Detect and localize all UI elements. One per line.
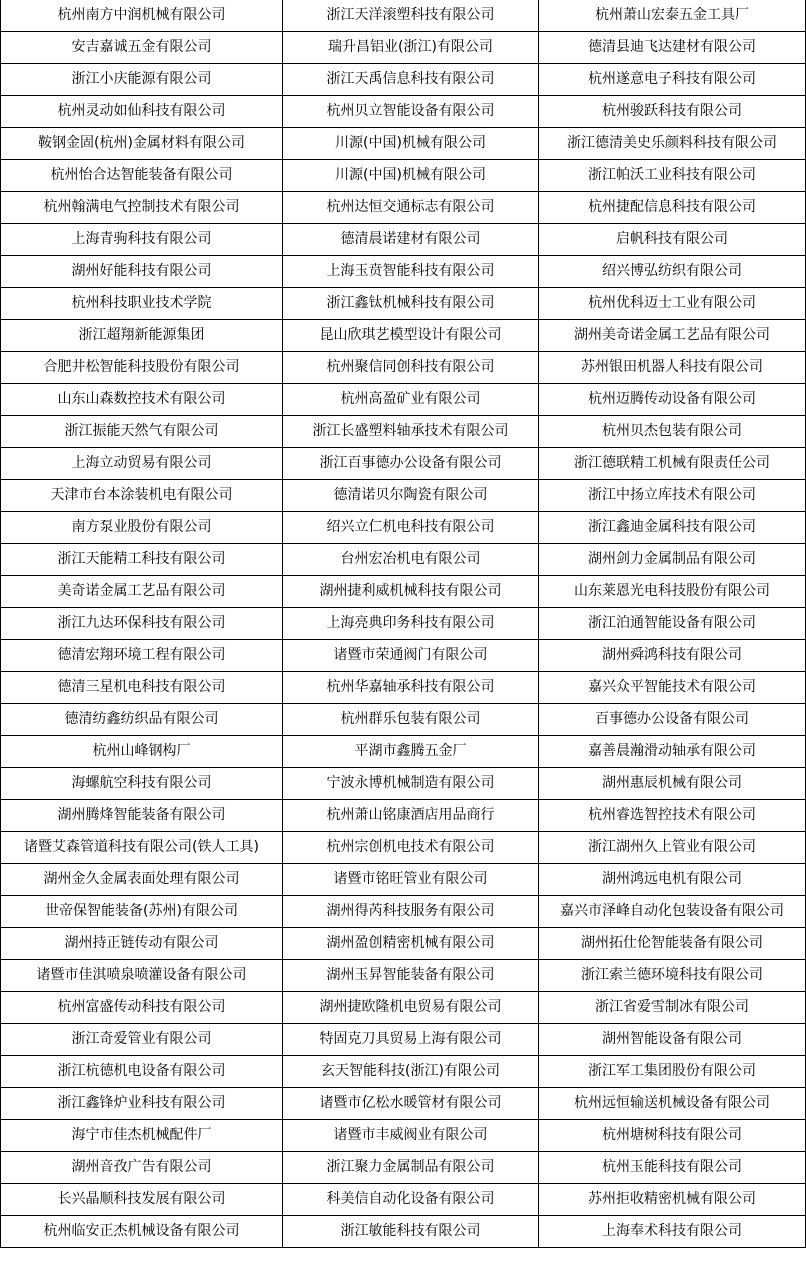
table-row: [1, 736, 806, 768]
company-name-cell: 美奇诺金属工艺品有限公司: [1, 576, 283, 608]
company-name-cell: 湖州智能设备有限公司: [539, 1024, 806, 1056]
table-row: [1, 512, 806, 544]
company-name-cell: 上海立动贸易有限公司: [1, 448, 283, 480]
company-name-cell: 浙江九达环保科技有限公司: [1, 608, 283, 640]
table-row: [1, 640, 806, 672]
company-name-cell: 嘉兴众平智能技术有限公司: [539, 672, 806, 704]
company-name-cell: 川源(中国)机械有限公司: [283, 128, 539, 160]
table-row: [1, 704, 806, 736]
company-name-cell: 浙江军工集团股份有限公司: [539, 1056, 806, 1088]
company-name-cell: 嘉兴市泽峰自动化包装设备有限公司: [539, 896, 806, 928]
company-name-cell: 浙江鑫钛机械科技有限公司: [283, 288, 539, 320]
company-name-cell: 杭州宗创机电技术有限公司: [283, 832, 539, 864]
company-name-cell: 杭州优科迈士工业有限公司: [539, 288, 806, 320]
table-row: [1, 64, 806, 96]
company-name-cell: 杭州萧山宏泰五金工具厂: [539, 0, 806, 32]
company-name-cell: 世帝保智能装备(苏州)有限公司: [1, 896, 283, 928]
company-name-cell: 平湖市鑫腾五金厂: [283, 736, 539, 768]
company-name-cell: 湖州拓仕伦智能装备有限公司: [539, 928, 806, 960]
company-name-cell: 湖州金久金属表面处理有限公司: [1, 864, 283, 896]
company-name-cell: 海宁市佳杰机械配件厂: [1, 1120, 283, 1152]
table-row: [1, 960, 806, 992]
company-name-cell: 杭州高盈矿业有限公司: [283, 384, 539, 416]
table-row: [1, 768, 806, 800]
company-name-cell: 杭州迈腾传动设备有限公司: [539, 384, 806, 416]
company-name-cell: 湖州舜鸿科技有限公司: [539, 640, 806, 672]
table-row: [1, 544, 806, 576]
company-name-cell: 百事德办公设备有限公司: [539, 704, 806, 736]
company-name-cell: 德清纺鑫纺织品有限公司: [1, 704, 283, 736]
company-name-cell: 浙江德联精工机械有限责任公司: [539, 448, 806, 480]
table-row: [1, 160, 806, 192]
company-name-cell: 川源(中国)机械有限公司: [283, 160, 539, 192]
company-name-cell: 浙江天禹信息科技有限公司: [283, 64, 539, 96]
table-row: [1, 1216, 806, 1248]
table-row: [1, 576, 806, 608]
company-name-cell: 宁波永博机械制造有限公司: [283, 768, 539, 800]
company-name-cell: 杭州遂意电子科技有限公司: [539, 64, 806, 96]
company-name-cell: 杭州聚信同创科技有限公司: [283, 352, 539, 384]
company-name-cell: 浙江索兰德环境科技有限公司: [539, 960, 806, 992]
table-row: [1, 1056, 806, 1088]
company-name-cell: 安吉嘉诚五金有限公司: [1, 32, 283, 64]
company-name-cell: 杭州怡合达智能装备有限公司: [1, 160, 283, 192]
company-name-cell: 浙江振能天然气有限公司: [1, 416, 283, 448]
table-row: [1, 224, 806, 256]
company-name-cell: 上海玉贲智能科技有限公司: [283, 256, 539, 288]
company-name-cell: 诸暨市铭旺管业有限公司: [283, 864, 539, 896]
company-name-cell: 浙江省爱雪制冰有限公司: [539, 992, 806, 1024]
company-name-cell: 浙江小庆能源有限公司: [1, 64, 283, 96]
company-name-cell: 上海青驹科技有限公司: [1, 224, 283, 256]
company-name-cell: 浙江百事德办公设备有限公司: [283, 448, 539, 480]
company-name-cell: 杭州睿选智控技术有限公司: [539, 800, 806, 832]
company-name-cell: 湖州腾烽智能装备有限公司: [1, 800, 283, 832]
table-row: [1, 416, 806, 448]
company-name-cell: 湖州鸿远电机有限公司: [539, 864, 806, 896]
company-name-cell: 浙江天洋滚塑科技有限公司: [283, 0, 539, 32]
company-name-cell: 湖州捷利威机械科技有限公司: [283, 576, 539, 608]
company-name-cell: 杭州萧山铭康酒店用品商行: [283, 800, 539, 832]
table-row: [1, 1088, 806, 1120]
table-row: [1, 928, 806, 960]
company-name-cell: 杭州灵动如仙科技有限公司: [1, 96, 283, 128]
table-row: [1, 320, 806, 352]
company-name-cell: 诸暨市佳淇喷泉喷灌设备有限公司: [1, 960, 283, 992]
company-name-cell: 湖州持正链传动有限公司: [1, 928, 283, 960]
company-name-cell: 上海奉术科技有限公司: [539, 1216, 806, 1248]
company-name-cell: 浙江敏能科技有限公司: [283, 1216, 539, 1248]
company-name-cell: 湖州捷欧隆机电贸易有限公司: [283, 992, 539, 1024]
company-name-cell: 山东莱恩光电科技股份有限公司: [539, 576, 806, 608]
company-name-cell: 浙江长盛塑料轴承技术有限公司: [283, 416, 539, 448]
company-name-cell: 湖州玉昇智能装备有限公司: [283, 960, 539, 992]
company-name-cell: 长兴晶顺科技发展有限公司: [1, 1184, 283, 1216]
company-table-body: [1, 0, 806, 1248]
table-row: [1, 608, 806, 640]
company-name-cell: 德清晨诺建材有限公司: [283, 224, 539, 256]
company-name-cell: 湖州剑力金属制品有限公司: [539, 544, 806, 576]
company-name-cell: 浙江超翔新能源集团: [1, 320, 283, 352]
table-row: [1, 32, 806, 64]
table-row: [1, 480, 806, 512]
company-name-cell: 浙江帕沃工业科技有限公司: [539, 160, 806, 192]
company-name-cell: 玄天智能科技(浙江)有限公司: [283, 1056, 539, 1088]
company-name-cell: 杭州山峰钢构厂: [1, 736, 283, 768]
company-name-cell: 合肥井松智能科技股份有限公司: [1, 352, 283, 384]
company-name-cell: 杭州富盛传动科技有限公司: [1, 992, 283, 1024]
company-name-cell: 浙江杭德机电设备有限公司: [1, 1056, 283, 1088]
company-name-cell: 嘉善晨瀚滑动轴承有限公司: [539, 736, 806, 768]
company-name-cell: 德清诺贝尔陶瓷有限公司: [283, 480, 539, 512]
company-name-cell: 浙江鑫锋炉业科技有限公司: [1, 1088, 283, 1120]
table-row: [1, 672, 806, 704]
company-name-cell: 湖州好能科技有限公司: [1, 256, 283, 288]
table-row: [1, 256, 806, 288]
company-name-cell: 杭州达恒交通标志有限公司: [283, 192, 539, 224]
company-name-cell: 启帆科技有限公司: [539, 224, 806, 256]
company-name-cell: 浙江天能精工科技有限公司: [1, 544, 283, 576]
table-row: [1, 896, 806, 928]
company-name-cell: 诸暨市亿松水暖管材有限公司: [283, 1088, 539, 1120]
company-name-cell: 浙江鑫迪金属科技有限公司: [539, 512, 806, 544]
company-name-cell: 南方泵业股份有限公司: [1, 512, 283, 544]
table-row: [1, 1120, 806, 1152]
company-name-cell: 杭州翰满电气控制技术有限公司: [1, 192, 283, 224]
company-name-cell: 杭州华嘉轴承科技有限公司: [283, 672, 539, 704]
company-name-cell: 昆山欣琪艺模型设计有限公司: [283, 320, 539, 352]
company-name-cell: 特固克刀具贸易上海有限公司: [283, 1024, 539, 1056]
table-row: [1, 128, 806, 160]
table-row: [1, 800, 806, 832]
table-row: [1, 832, 806, 864]
company-name-cell: 湖州音孜广告有限公司: [1, 1152, 283, 1184]
company-name-cell: 浙江聚力金属制品有限公司: [283, 1152, 539, 1184]
company-name-cell: 上海亮典印务科技有限公司: [283, 608, 539, 640]
table-row: [1, 1024, 806, 1056]
company-name-cell: 浙江泊通智能设备有限公司: [539, 608, 806, 640]
company-name-cell: 台州宏冶机电有限公司: [283, 544, 539, 576]
company-name-cell: 山东山森数控技术有限公司: [1, 384, 283, 416]
table-row: [1, 0, 806, 32]
table-row: [1, 1184, 806, 1216]
company-name-cell: 杭州临安正杰机械设备有限公司: [1, 1216, 283, 1248]
company-name-cell: 湖州美奇诺金属工艺品有限公司: [539, 320, 806, 352]
table-row: [1, 448, 806, 480]
company-name-cell: 湖州盈创精密机械有限公司: [283, 928, 539, 960]
table-row: [1, 96, 806, 128]
company-name-cell: 浙江中扬立库技术有限公司: [539, 480, 806, 512]
company-name-cell: 杭州南方中润机械有限公司: [1, 0, 283, 32]
company-name-cell: 德清县迪飞达建材有限公司: [539, 32, 806, 64]
table-row: [1, 192, 806, 224]
company-name-cell: 德清三星机电科技有限公司: [1, 672, 283, 704]
company-name-cell: 杭州贝杰包装有限公司: [539, 416, 806, 448]
company-name-cell: 浙江德清美史乐颜料科技有限公司: [539, 128, 806, 160]
company-name-cell: 杭州群乐包装有限公司: [283, 704, 539, 736]
company-name-cell: 杭州玉能科技有限公司: [539, 1152, 806, 1184]
company-name-cell: 杭州塘树科技有限公司: [539, 1120, 806, 1152]
company-name-cell: 苏州银田机器人科技有限公司: [539, 352, 806, 384]
company-name-cell: 杭州贝立智能设备有限公司: [283, 96, 539, 128]
company-name-cell: 杭州远恒输送机械设备有限公司: [539, 1088, 806, 1120]
company-name-cell: 杭州科技职业技术学院: [1, 288, 283, 320]
company-name-cell: 瑞升昌铝业(浙江)有限公司: [283, 32, 539, 64]
company-name-cell: 科美信自动化设备有限公司: [283, 1184, 539, 1216]
table-row: [1, 864, 806, 896]
company-name-cell: 湖州惠辰机械有限公司: [539, 768, 806, 800]
company-name-cell: 天津市台本涂装机电有限公司: [1, 480, 283, 512]
table-row: [1, 384, 806, 416]
company-name-cell: 杭州骏跃科技有限公司: [539, 96, 806, 128]
company-name-cell: 杭州捷配信息科技有限公司: [539, 192, 806, 224]
company-name-cell: 苏州拒收精密机械有限公司: [539, 1184, 806, 1216]
table-row: [1, 352, 806, 384]
table-row: [1, 992, 806, 1024]
company-name-cell: 诸暨市荣通阀门有限公司: [283, 640, 539, 672]
company-name-cell: 海螺航空科技有限公司: [1, 768, 283, 800]
company-name-cell: 鞍钢金固(杭州)金属材料有限公司: [1, 128, 283, 160]
company-name-cell: 绍兴博弘纺织有限公司: [539, 256, 806, 288]
company-name-cell: 诸暨艾森管道科技有限公司(铁人工具): [1, 832, 283, 864]
company-name-cell: 湖州得芮科技服务有限公司: [283, 896, 539, 928]
table-row: [1, 288, 806, 320]
company-name-cell: 绍兴立仁机电科技有限公司: [283, 512, 539, 544]
company-name-cell: 诸暨市丰威阀业有限公司: [283, 1120, 539, 1152]
table-row: [1, 1152, 806, 1184]
company-name-cell: 浙江奇爱管业有限公司: [1, 1024, 283, 1056]
company-name-cell: 浙江湖州久上管业有限公司: [539, 832, 806, 864]
company-name-cell: 德清宏翔环境工程有限公司: [1, 640, 283, 672]
